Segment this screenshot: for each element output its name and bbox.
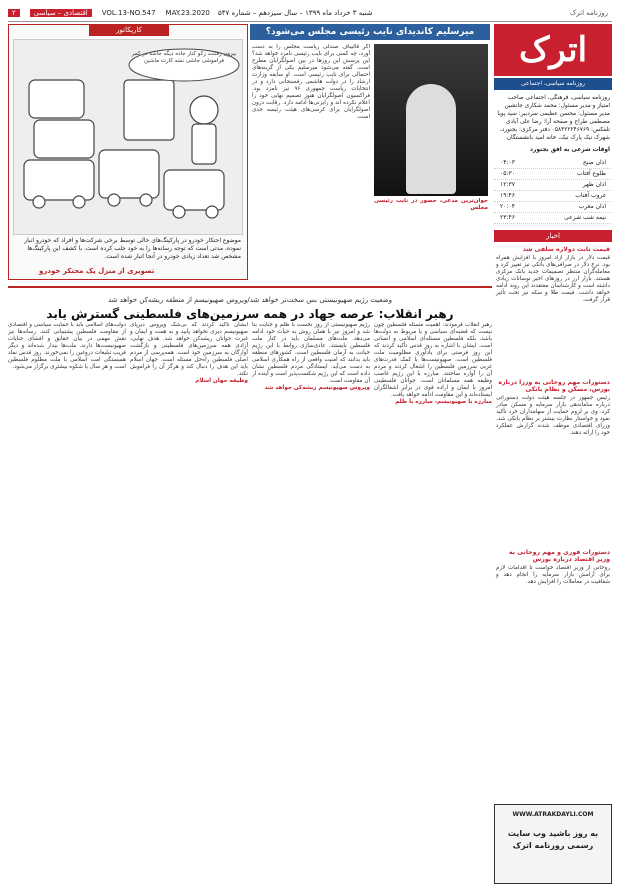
cartoon-box bbox=[8, 24, 248, 280]
page-number: ۲ bbox=[8, 9, 20, 17]
cartoon-caption: موضوع احتکار خودرو در پارکینگ‌های خالی توسط برخی شرکت‌ها و افراد که خودرو انبار نموده، مدتی است که توجه رسانه‌ها را به خود جلب کرده است. با کشف این پارکینگ‌ها مشخص شد تعداد زیادی خودرو در آنجا انبار شده است. bbox=[24, 237, 241, 260]
date-fa: شنبه ۳ خرداد ماه ۱۳۹۹ – سال سیزدهم – شماره ۵۴۷ bbox=[218, 9, 373, 17]
cartoon-title: کاریکاتور bbox=[89, 24, 169, 36]
main-headline: رهبر انقلاب: عرصه جهاد در همه سرزمین‌های فلسطینی گسترش یابد bbox=[46, 307, 454, 321]
masthead-info: روزنامه سیاسی، فرهنگی، اجتماعی صاحب امتیاز و مدیر مسئول: محمد شکاری جانشین مدیر مسئول: محسن عظیمی سردبیر: سید پویا مصطفی طراح و صفحه آرا: رضا علی آبادی تلفکس: ۰۵۸۳۲۲۲۴۶۷۶۹ دفتر مرکزی: بجنورد، شهرک نیک پارک نیک، خانه امید بانشستگان bbox=[497, 95, 610, 141]
prayer-row: نیمه شب شرعی ۲۳:۴۶ bbox=[494, 213, 612, 224]
prayer-title: اوقات شرعی به افق بجنورد bbox=[530, 147, 610, 153]
prayer-row: اذان مغرب ۲۰:۰۴ bbox=[494, 202, 612, 213]
sidebar bbox=[494, 24, 612, 884]
photo-caption: جوان‌ترین مدعی، حضور در نایب رئیسی مجلس bbox=[374, 198, 488, 211]
issue-number: VOL.13-NO.547 bbox=[101, 9, 156, 17]
website-message: به روز باشید وب سایت رسمی روزنامه اترک bbox=[507, 829, 599, 850]
main-article bbox=[8, 286, 492, 882]
article-column: رهبر انقلاب فرمودند: اهمیت مسئله فلسطین چون نیست که قضیه‌ای سیاسی و یا مربوط به دولت‌ها باشد، بلکه فلسطین مسئله‌ای اسلامی و انسانی است. ایشان با اشاره به روز قدس تأکید کردند که این روز فرصتی برای یادآوری مظلومیت ملت فلسطین است. صهیونیست‌ها با کمک قدرت‌های غربی سرزمین فلسطین را اشغال کردند و مردم آن را آواره ساختند. مبارزه با این رژیم غاصب وظیفه همه مسلمانان است. جوانان فلسطینی امروز با ایمان و اراده قوی در برابر اشغالگران ایستاده‌اند و این مقاومت ادامه خواهد یافت. مبارزه با صهیونیسم، مبارزه با ظلم bbox=[374, 322, 492, 405]
paper-name: روزنامه اترک bbox=[570, 9, 608, 17]
website-url[interactable]: WWW.ATRAKDAYLI.COM bbox=[512, 811, 594, 818]
prayer-row: طلوع آفتاب ۰۵:۳۰ bbox=[494, 169, 612, 180]
article-column: دولت‌های اسلامی باید با حمایت سیاسی و اقتصادی از مقاومت فلسطین پشتیبانی کنند. رسانه‌ها نیز نقش مهمی در بیان حقایق و افشای جنایات صهیونیست‌ها دارند. ملت‌ها بیدار شده‌اند و دیگر فریب تبلیغات دروغین را نمی‌خورند. روز قدس نماد همبستگی امت اسلامی با ملت مظلوم فلسطین است و هر سال با شکوه بیشتری برگزار می‌شود. bbox=[8, 322, 126, 370]
header-left bbox=[8, 9, 210, 17]
section-tag: اقتصادی – سیاسی bbox=[30, 9, 92, 17]
article-column: رژیم صهیونیستی از روز نخست با ظلم و جنایت بنا شد و امروز نیز با همان روش به حیات خود ادامه می‌دهد. ملت‌های مسلمان باید در کنار ملت فلسطین بایستند. عادی‌سازی روابط با این رژیم خیانت به آرمان فلسطین است. کشورهای منطقه باید بدانند که امنیت واقعی از راه همکاری اسلامی به دست می‌آید. ایستادگی مردم فلسطین نشان داده است که این رژیم شکست‌پذیر است و آینده از آن مقاومت است. ویروس صهیونیسم ریشه‌کن خواهد شد bbox=[252, 322, 370, 391]
mid-article bbox=[250, 24, 490, 280]
news-title: دستورات مهم روحانی به وزرا درباره بورس، مسکن و نظام بانکی bbox=[498, 379, 610, 393]
cartoon-speech-bubble: بیرون رفتنت زکو کنار جاده دیگه جاشه در کمر فراموشی جاشی نشه کارت ماشین bbox=[131, 51, 237, 64]
logo: اترک bbox=[494, 24, 612, 76]
mid-article-title: میرسلیم کاندیدای نایب رئیسی مجلس می‌شود؟ bbox=[250, 24, 490, 40]
news-body: روحانی از وزیر اقتصاد خواست تا اقدامات لازم برای آرامش بازار سرمایه را انجام دهد و شفافیت در معاملات را افزایش دهد. bbox=[496, 565, 610, 585]
logo-block bbox=[494, 24, 612, 94]
main-kicker: وضعیت رژیم صهیونیستی بس سخت‌تر خواهد شد/ویروس صهیونیسم از منطقه ریشه‌کن خواهد شد bbox=[108, 296, 392, 304]
article-column: ایشان تأکید کردند که بی‌شک ویروس دیرپای صهیونیسم دیری نخواهد پایید و به همت و ایمان و غیرت جوانان ریشه‌کن خواهد شد. هدف نهایی، آزادی همه سرزمین‌های فلسطینی و بازگشت آوارگان به سرزمین خود است. همه‌پرسی از مردم اصلی فلسطین راه‌حل مسئله است. جهان اسلام باید این هدف را دنبال کند و هرگز آن را فراموش نکند. وظیفه جهان اسلام bbox=[130, 322, 248, 384]
article-photo bbox=[374, 44, 488, 196]
website-box bbox=[494, 804, 612, 884]
prayer-row: غروب آفتاب ۱۹:۴۶ bbox=[494, 191, 612, 202]
page-header bbox=[8, 6, 612, 22]
news-body: قیمت دلار در بازار آزاد امروز با افزایش همراه بود. نرخ دلار در صرافی‌های بانکی نیز تغییر کرد و معامله‌گران منتظر تصمیمات جدید بانک مرکزی هستند. بازار ارز در روزهای اخیر نوسانات زیادی داشته است و کارشناسان معتقدند این روند ادامه خواهد داشت. قیمت طلا و سکه نیز تحت تأثیر قرار گرفت. bbox=[496, 255, 610, 303]
news-title: قیمت ثابت دولاره سلفی شد bbox=[522, 246, 610, 253]
cartoon-illustration bbox=[13, 39, 243, 235]
mid-article-body: اگر قالیباف صندلی ریاست مجلس را به دست آورد، چه کسی برای نایب رئیسی نامزد خواهد شد؟ این پرسش این روزها در بین اصولگرایان مطرح است. گفته می‌شود میرسلیم یکی از گزینه‌های احتمالی برای نایب رئیسی است. او سابقه وزارت ارشاد را در دولت هاشمی رفسنجانی دارد و در انتخابات ریاست جمهوری ۹۶ نیز نامزد بود. فراکسیون اصولگرایان هنوز تصمیم نهایی خود را اعلام نکرده اند و رایزنی‌ها ادامه دارد. رقابت درون اصولگرایان برای کرسی‌های هیئت رئیسه جدی است. bbox=[252, 44, 370, 120]
news-body: رئیس جمهور در جلسه هیئت دولت دستوراتی درباره ساماندهی بازار سرمایه و مسکن صادر کرد. وی بر لزوم حمایت از سهامداران خرد تأکید نمود و خواستار نظارت بیشتر بر نظام بانکی شد. وزرای اقتصادی موظف شدند گزارش عملکرد خود را ارائه دهند. bbox=[496, 395, 610, 436]
cartoon-subtitle: تصویری از منزل یک محتکر خودرو bbox=[39, 267, 155, 275]
prayer-times bbox=[494, 158, 612, 224]
news-title: دستورات فوری و مهم روحانی به وزیر اقتصاد درباره بورس bbox=[509, 549, 610, 563]
person-figure-icon bbox=[406, 84, 456, 194]
cartoon-drawing bbox=[14, 40, 243, 235]
prayer-row: اذان ظهر ۱۲:۳۷ bbox=[494, 180, 612, 191]
prayer-row: اذان صبح ۰۴:۰۳ bbox=[494, 158, 612, 169]
news-header: اخبار bbox=[494, 230, 612, 242]
date-en: MAY.23.2020 bbox=[165, 9, 210, 17]
logo-subtitle: روزنامه سیاسی، اجتماعی bbox=[494, 78, 612, 90]
